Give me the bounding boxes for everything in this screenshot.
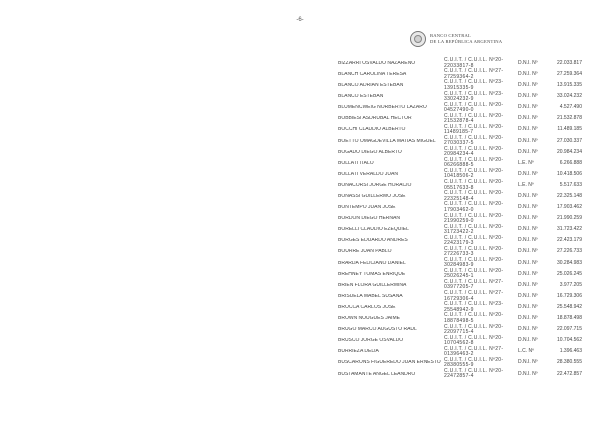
cuit-number: 27226733-3 <box>444 251 474 258</box>
cuit-number: 21990259-0 <box>444 217 474 224</box>
document-number: 5.517.633 <box>559 181 582 188</box>
cuit-label: C.U.I.T. / C.U.I.L. Nº20- <box>444 323 504 330</box>
cuit-cell <box>444 191 518 202</box>
cuit-cell <box>444 369 518 380</box>
cuit-label: C.U.I.T. / C.U.I.L. Nº20- <box>444 245 504 252</box>
document-type: D.N.I. Nº <box>518 148 538 155</box>
cuit-cell <box>444 136 518 147</box>
document-type: D.N.I. Nº <box>518 204 538 211</box>
document-type: D.N.I. Nº <box>518 326 538 333</box>
person-name: BORGES EDUARDO ANDRES <box>338 238 408 244</box>
cuit-label: C.U.I.T. / C.U.I.L. Nº20- <box>444 356 504 363</box>
cuit-number: 27259364-2 <box>444 73 474 80</box>
document-number: 17.903.462 <box>556 204 582 211</box>
person-name: BRISUELA MABEL SUSANA <box>338 293 403 299</box>
cuit-label: C.U.I.T. / C.U.I.L. Nº20- <box>444 168 504 175</box>
cuit-cell <box>444 225 518 236</box>
person-name: BOLLATI ITALO <box>338 160 374 166</box>
cuit-cell <box>444 158 518 169</box>
cuit-label: C.U.I.T. / C.U.I.L. Nº20- <box>444 134 504 141</box>
table-row <box>338 113 582 124</box>
cuit-label: C.U.I.T. / C.U.I.L. Nº20- <box>444 57 504 64</box>
document-number: 1.396.463 <box>559 348 582 355</box>
person-name: BRARDA FELICIANO DANIEL <box>338 260 406 266</box>
cuit-number: 27030337-5 <box>444 140 474 147</box>
cuit-label: C.U.I.T. / C.U.I.L. Nº20- <box>444 157 504 164</box>
document-type: D.N.I. Nº <box>518 248 538 255</box>
person-name: BLANCO ESTEBAN <box>338 94 384 100</box>
cuit-cell <box>444 236 518 247</box>
document-type: D.N.I. Nº <box>518 59 538 66</box>
document-number: 22.097.715 <box>556 326 582 333</box>
cuit-cell <box>444 247 518 258</box>
document-number: 11.489.185 <box>557 126 582 133</box>
person-name: BROWN NOUGUES JAIME <box>338 316 400 322</box>
table-row <box>338 213 582 224</box>
cuit-label: C.U.I.T. / C.U.I.L. Nº20- <box>444 212 504 219</box>
cuit-label: C.U.I.T. / C.U.I.L. Nº20- <box>444 190 504 197</box>
person-name: BRUGO MARCO AUGUSTO RAUL <box>338 327 417 333</box>
person-name: BURRIEZA DELIA <box>338 349 379 355</box>
person-name: BONTEMPO JUAN JOSE <box>338 205 396 211</box>
document-type: D.N.I. Nº <box>518 126 538 133</box>
table-row <box>338 91 582 102</box>
cuit-cell <box>444 336 518 347</box>
document-type: D.N.I. Nº <box>518 292 538 299</box>
document-number: 25.548.942 <box>556 303 582 310</box>
cuit-number: 28380555-9 <box>444 362 474 369</box>
cuit-number: 22097715-4 <box>444 328 474 335</box>
document-number: 33.024.232 <box>556 93 582 100</box>
document-number: 27.226.733 <box>556 248 582 255</box>
person-name: BONASSI GUILLERMO JOSE <box>338 194 406 200</box>
document-type: D.N.I. Nº <box>518 82 538 89</box>
document-type: D.N.I. Nº <box>518 237 538 244</box>
document-type: L.E. Nº <box>518 159 534 166</box>
national-seal-icon <box>410 31 426 47</box>
document-number: 28.380.555 <box>556 359 582 366</box>
cuit-number: 05517633-8 <box>444 184 474 191</box>
cuit-label: C.U.I.T. / C.U.I.L. Nº27- <box>444 279 504 286</box>
table-row <box>338 102 582 113</box>
document-type: D.N.I. Nº <box>518 215 538 222</box>
cuit-label: C.U.I.T. / C.U.I.L. Nº27- <box>444 345 504 352</box>
cuit-label: C.U.I.T. / C.U.I.L. Nº20- <box>444 123 504 130</box>
cuit-cell <box>444 69 518 80</box>
cuit-label: C.U.I.T. / C.U.I.L. Nº20- <box>444 268 504 275</box>
person-name: BOGADO DIEGO ALBERTO <box>338 149 402 155</box>
table-row <box>338 358 582 369</box>
table-row <box>338 224 582 235</box>
document-number: 18.878.498 <box>556 315 582 322</box>
cuit-number: 03977205-7 <box>444 284 474 291</box>
document-number: 10.704.562 <box>556 337 582 344</box>
document-type: D.N.I. Nº <box>518 370 538 377</box>
cuit-cell <box>444 103 518 114</box>
document-type: D.N.I. Nº <box>518 104 538 111</box>
person-name: BLANCO ADRIAN ESTEBAN <box>338 83 404 89</box>
cuit-label: C.U.I.T. / C.U.I.L. Nº20- <box>444 112 504 119</box>
cuit-number: 25548942-9 <box>444 306 474 313</box>
cuit-label: C.U.I.T. / C.U.I.L. Nº20- <box>444 223 504 230</box>
page-number: -6- <box>296 17 304 23</box>
document-type: D.N.I. Nº <box>518 115 538 122</box>
document-number: 20.984.234 <box>556 148 582 155</box>
person-name: BOURRE JUAN PABLO <box>338 249 392 255</box>
cuit-label: C.U.I.T. / C.U.I.L. Nº27- <box>444 68 504 75</box>
cuit-cell <box>444 313 518 324</box>
table-row <box>338 335 582 346</box>
cuit-label: C.U.I.T. / C.U.I.L. Nº23- <box>444 79 504 86</box>
cuit-number: 17903462-0 <box>444 206 474 213</box>
cuit-label: C.U.I.T. / C.U.I.L. Nº20- <box>444 179 504 186</box>
cuit-label: C.U.I.T. / C.U.I.L. Nº20- <box>444 146 504 152</box>
document-type: D.N.I. Nº <box>518 93 538 100</box>
cuit-number: 04527490-0 <box>444 106 474 113</box>
person-name: BUSTAMANTE ANGEL LEANDRO <box>338 371 416 377</box>
cuit-cell <box>444 80 518 91</box>
table-row <box>338 324 582 335</box>
cuit-label: C.U.I.T. / C.U.I.L. Nº20- <box>444 334 504 341</box>
document-type: L.C. Nº <box>518 348 534 355</box>
cuit-number: 31723422-2 <box>444 228 474 235</box>
cuit-cell <box>444 169 518 180</box>
cuit-cell <box>444 147 518 158</box>
document-type: D.N.I. Nº <box>518 337 538 344</box>
cuit-cell <box>444 114 518 125</box>
person-name: BOLLATI VERALDO JUAN <box>338 171 398 177</box>
person-name: BUSCARONS FIGUEREDO JUAN ERNESTO <box>338 360 441 366</box>
document-type: D.N.I. Nº <box>518 259 538 266</box>
cuit-label: C.U.I.T. / C.U.I.L. Nº20- <box>444 101 504 108</box>
cuit-number: 22472857-4 <box>444 373 474 380</box>
document-number: 16.729.306 <box>556 292 582 299</box>
cuit-cell <box>444 358 518 369</box>
cuit-label: C.U.I.T. / C.U.I.L. Nº20- <box>444 256 504 263</box>
document-type: D.N.I. Nº <box>518 270 538 277</box>
table-row <box>338 80 582 91</box>
cuit-label: C.U.I.T. / C.U.I.L. Nº20- <box>444 312 504 319</box>
person-name: BLANCH CAROLINA TERESA <box>338 71 407 77</box>
document-number: 22.325.148 <box>556 193 582 200</box>
document-number: 22.033.817 <box>556 59 582 66</box>
cuit-cell <box>444 92 518 103</box>
document-type: D.N.I. Nº <box>518 281 538 288</box>
cuit-number: 22325148-4 <box>444 195 474 202</box>
table-row <box>338 346 582 357</box>
person-name: BORELLI CLAUDIO EZEQUIEL <box>338 227 409 233</box>
document-number: 21.532.878 <box>556 115 582 122</box>
cuit-number: 13915335-9 <box>444 84 474 91</box>
person-name: BOETTO OMAGDEVILLA MATIAS MIGUEL <box>338 138 436 144</box>
document-type: D.N.I. Nº <box>518 137 538 144</box>
document-number: 4.527.490 <box>559 104 582 111</box>
cuit-cell <box>444 214 518 225</box>
document-number: 25.026.245 <box>556 270 582 277</box>
cuit-number: 30284983-9 <box>444 262 474 269</box>
cuit-number: 22033817-8 <box>444 62 474 69</box>
cuit-number: 10418506-2 <box>444 173 474 180</box>
person-name: BRIEN FLORA GUILLERMINA <box>338 282 407 288</box>
document-number: 13.915.335 <box>556 82 582 89</box>
cuit-number: 10704562-8 <box>444 339 474 346</box>
cuit-label: C.U.I.T. / C.U.I.L. Nº23- <box>444 301 504 308</box>
document-number: 22.423.179 <box>556 237 582 244</box>
document-type: D.N.I. Nº <box>518 226 538 233</box>
cuit-cell <box>444 125 518 136</box>
cuit-cell <box>444 302 518 313</box>
person-name: BONACORSI JORGE HORACIO <box>338 182 412 188</box>
document-type: D.N.I. Nº <box>518 315 538 322</box>
document-type: L.E. Nº <box>518 181 534 188</box>
cuit-number: 18878498-5 <box>444 317 474 324</box>
cuit-number: 21532878-4 <box>444 118 474 125</box>
logo-line-2: DE LA REPÚBLICA ARGENTINA <box>430 39 503 44</box>
logo-line-1: BANCO CENTRAL <box>430 33 472 38</box>
cuit-number: 33024232-9 <box>444 95 474 102</box>
document-number: 21.990.259 <box>556 215 582 222</box>
cuit-number: 06266888-5 <box>444 162 474 169</box>
document-type: D.N.I. Nº <box>518 193 538 200</box>
person-name: BLUMENCWEIG NORBERTO LAZARO <box>338 105 427 111</box>
cuit-cell <box>444 280 518 291</box>
person-name: BOCCHI CLAUDIO ALBERTO <box>338 127 406 133</box>
cuit-number: 22423179-3 <box>444 240 474 247</box>
document-number: 3.977.205 <box>559 281 582 288</box>
person-name: BROCCA CARLOS JOSE <box>338 304 396 310</box>
document-type: D.N.I. Nº <box>518 359 538 366</box>
document-type: D.N.I. Nº <box>518 70 538 77</box>
person-name: BRUSCO JORGE OSVALDO <box>338 338 404 344</box>
person-name: BOBBIESI ASDRUBAL HECTOR <box>338 116 412 122</box>
bcra-logo <box>410 31 502 47</box>
cuit-cell <box>444 258 518 269</box>
cuit-label: C.U.I.T. / C.U.I.L. Nº23- <box>444 90 504 97</box>
table-row <box>338 313 582 324</box>
document-number: 22.472.857 <box>556 370 582 377</box>
table-row <box>338 236 582 247</box>
person-name: BREHNEY TOMAS ENRIQUE <box>338 271 406 277</box>
person-name: BIZZARRI OSVALDO NAZARENO <box>338 60 416 66</box>
document-type: D.N.I. Nº <box>518 170 538 177</box>
document-number: 10.418.506 <box>556 170 582 177</box>
cuit-label: C.U.I.T. / C.U.I.L. Nº27- <box>444 290 504 297</box>
cuit-cell <box>444 58 518 69</box>
logo-text <box>430 33 502 45</box>
cuit-cell <box>444 269 518 280</box>
cuit-label: C.U.I.T. / C.U.I.L. Nº20- <box>444 234 504 241</box>
cuit-number: 11489185-7 <box>444 129 474 136</box>
document-number: 27.030.337 <box>556 137 582 144</box>
cuit-label: C.U.I.T. / C.U.I.L. Nº20- <box>444 367 504 374</box>
cuit-cell <box>444 202 518 213</box>
document-number: 31.723.422 <box>556 226 582 233</box>
cuit-cell <box>444 291 518 302</box>
document-number: 30.284.983 <box>556 259 582 266</box>
cuit-number: 16729306-4 <box>444 295 474 302</box>
table-row <box>338 369 582 380</box>
cuit-cell <box>444 180 518 191</box>
registry-table <box>338 58 582 380</box>
document-number: 27.259.364 <box>556 70 582 77</box>
cuit-number: 01396463-2 <box>444 350 474 357</box>
cuit-label: C.U.I.T. / C.U.I.L. Nº20- <box>444 201 504 208</box>
table-row <box>338 125 582 136</box>
document-number: 6.266.888 <box>559 159 582 166</box>
cuit-cell <box>444 325 518 336</box>
person-name: BORDON DIEGO HERNAN <box>338 216 400 222</box>
cuit-number: 25026245-1 <box>444 273 474 280</box>
table-row <box>338 202 582 213</box>
cuit-cell <box>444 347 518 358</box>
document-type: D.N.I. Nº <box>518 303 538 310</box>
cuit-number: 20984234-4 <box>444 151 474 158</box>
